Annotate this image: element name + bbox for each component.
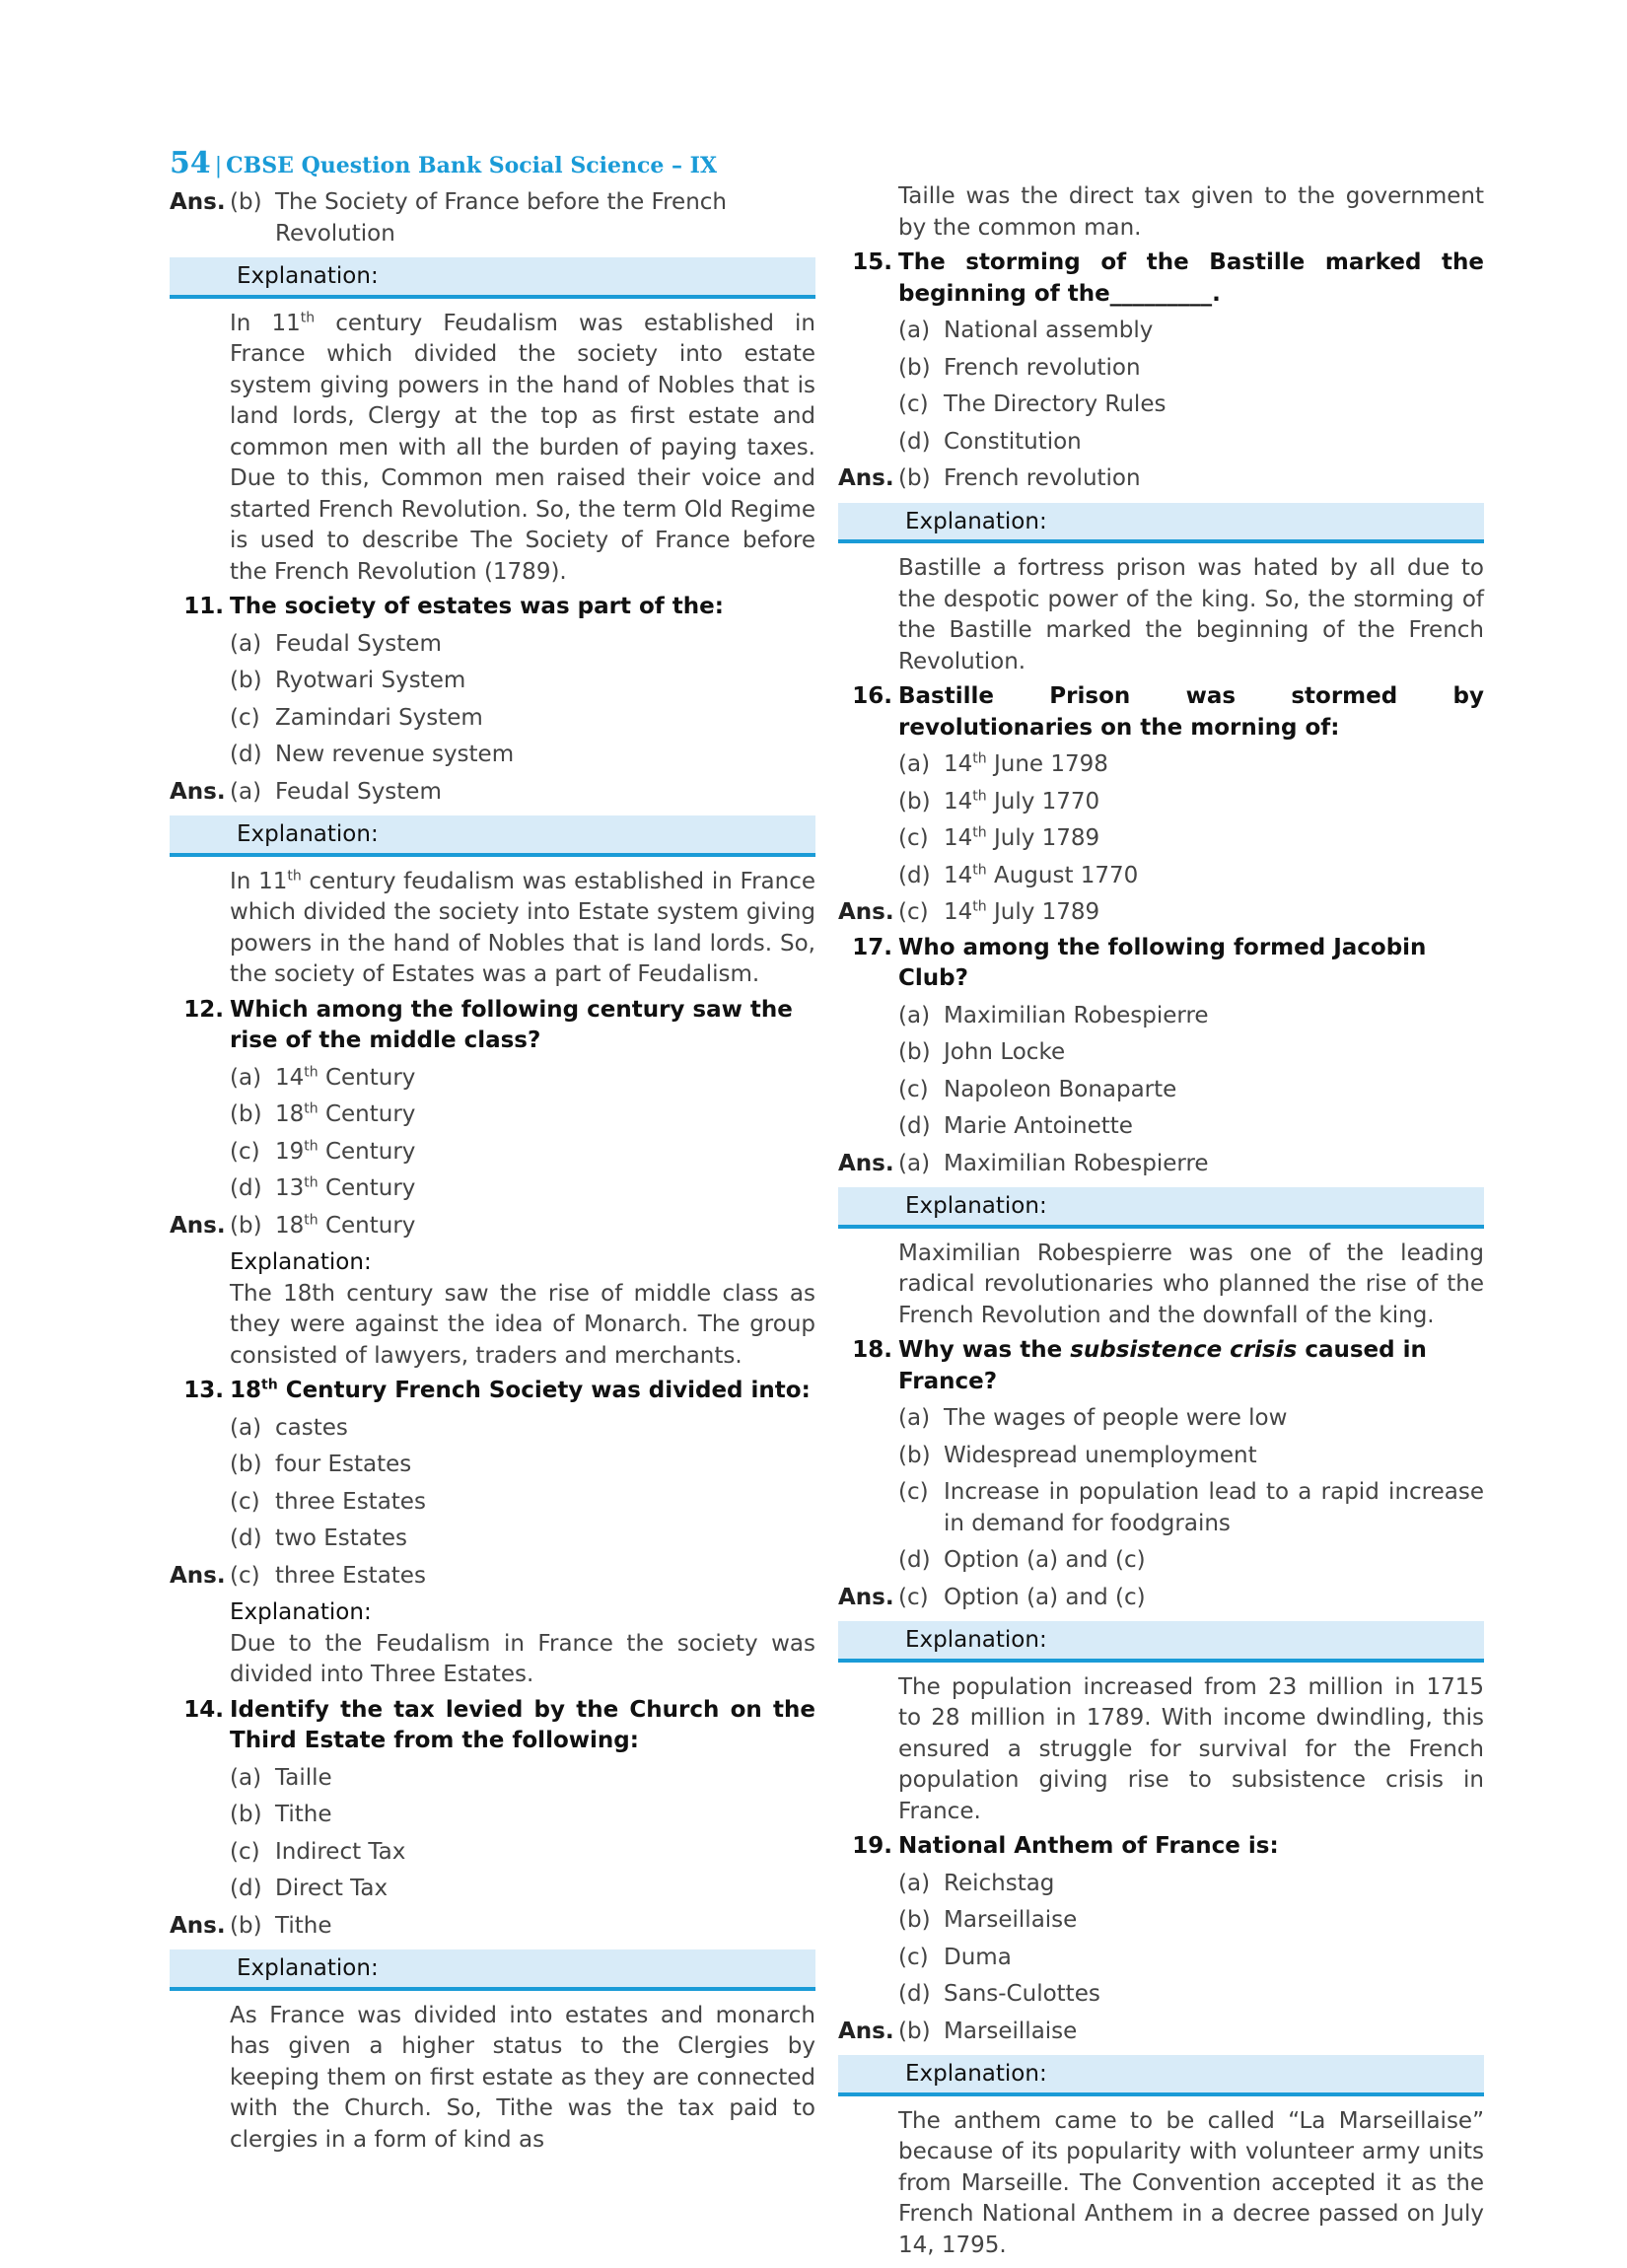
option-text: The Directory Rules <box>944 391 1167 417</box>
option-label: (b) <box>230 668 262 693</box>
option-text: Increase in population lead to a rapid increase in demand for foodgrains <box>944 1479 1484 1536</box>
option-text <box>275 1063 815 1095</box>
answer-12 <box>170 1211 815 1242</box>
option <box>838 1905 1484 1937</box>
answer-option: (c) <box>898 899 929 925</box>
answer-14 <box>170 1911 815 1943</box>
option-text-part: 13 <box>275 1175 305 1201</box>
question-text: Which among the following century saw the rise of the middle class? <box>230 996 793 1053</box>
explanation-text-part: In 11 <box>230 310 301 336</box>
superscript: th <box>304 1211 318 1228</box>
option-label: (c) <box>898 1076 929 1102</box>
option <box>170 1763 815 1795</box>
option-label: (a) <box>898 318 931 343</box>
answer-text: Maximilian Robespierre <box>944 1150 1209 1176</box>
answer-13 <box>170 1561 815 1593</box>
superscript: th <box>304 1100 318 1117</box>
superscript: th <box>304 1174 318 1191</box>
answer-18 <box>838 1583 1484 1614</box>
option <box>170 666 815 697</box>
explanation-text <box>170 309 815 589</box>
answer-text: Marseillaise <box>944 2018 1078 2044</box>
answer-label: Ans. <box>838 1584 894 1610</box>
explanation-text: Due to the Feudalism in France the society was divided into Three Estates. <box>230 1630 815 1687</box>
explanation-text <box>170 867 815 991</box>
option <box>838 1545 1484 1577</box>
option-text-part: Century <box>318 1138 416 1165</box>
option-text: Marseillaise <box>944 1907 1078 1933</box>
question-18 <box>838 1335 1484 1397</box>
option-text: Marie Antoinette <box>944 1113 1133 1139</box>
option-label: (c) <box>230 1838 260 1865</box>
book-title: CBSE Question Bank Social Science – IX <box>226 153 718 178</box>
superscript: th <box>304 1137 318 1154</box>
answer-text-part: Century <box>318 1212 416 1239</box>
option-text-part: 14 <box>944 751 973 777</box>
question-13 <box>170 1376 815 1407</box>
option-text: castes <box>275 1414 348 1441</box>
question-text <box>898 1335 1484 1397</box>
explanation-text: Maximilian Robespierre was one of the leading radical revolutionaries who planned the rise of the French Revolution and the downfall of the king. <box>898 1240 1484 1328</box>
answer-option: (b) <box>898 2018 931 2044</box>
answer-text <box>275 1211 415 1242</box>
option-text: French revolution <box>944 354 1141 381</box>
option-text: Sans-Culottes <box>944 1981 1100 2007</box>
option-label: (d) <box>230 1175 262 1201</box>
option-text-part: August 1770 <box>986 862 1139 888</box>
option <box>170 1524 815 1555</box>
question-number: 15. <box>852 249 892 275</box>
option-label: (c) <box>898 825 929 851</box>
superscript: th <box>972 898 987 915</box>
question-number: 13. <box>183 1378 224 1403</box>
answer-option: (b) <box>230 1212 262 1239</box>
option-label: (b) <box>898 1442 931 1468</box>
right-column <box>838 181 1484 2261</box>
option-text: Napoleon Bonaparte <box>944 1076 1177 1102</box>
option-text-part: 14 <box>944 788 973 815</box>
option-label: (c) <box>898 1479 929 1505</box>
option-text: four Estates <box>275 1452 412 1477</box>
explanation-heading: Explanation: <box>838 1621 1484 1663</box>
option <box>170 1487 815 1519</box>
option-label: (a) <box>898 1870 931 1896</box>
option-text: Taille <box>275 1764 332 1791</box>
question-number: 11. <box>183 594 224 619</box>
option-label: (d) <box>898 1113 931 1139</box>
superscript: th <box>972 824 987 841</box>
option <box>838 353 1484 385</box>
explanation-heading: Explanation: <box>170 815 815 857</box>
option <box>838 390 1484 421</box>
option-label: (c) <box>230 1488 260 1515</box>
question-16 <box>838 681 1484 744</box>
question-text: The society of estates was part of the: <box>230 594 724 619</box>
answer-label: Ans. <box>170 1912 226 1939</box>
option-label: (a) <box>230 630 262 657</box>
answer-text <box>944 897 1099 929</box>
explanation-heading: Explanation: <box>838 1187 1484 1229</box>
answer-option: (a) <box>230 778 262 805</box>
explanation-text-part: century Feudalism was established in France which divided the society into estate system giving powers in the hand of Nobles that is land lords, Clergy at the top as first estate and common men with all the burden of paying taxes. Due to this, Common men raised their voice and started French Revolution. So, the term Old Regime is used to describe The Society of France before the French Revolution (1789). <box>230 310 815 585</box>
option-text: Tithe <box>275 1802 332 1827</box>
explanation-heading: Explanation: <box>230 1599 372 1625</box>
option <box>838 316 1484 347</box>
question-text: The storming of the Bastille marked the beginning of the_________. <box>898 249 1484 307</box>
option <box>170 1063 815 1095</box>
question-12 <box>170 995 815 1057</box>
option <box>838 1943 1484 1974</box>
answer-text-part: 18 <box>275 1212 305 1239</box>
question-text-part: caused in France? <box>898 1337 1427 1394</box>
option-text: Zamindari System <box>275 704 483 731</box>
explanation-heading: Explanation: <box>230 1249 372 1275</box>
option <box>170 1874 815 1905</box>
question-number: 14. <box>183 1696 224 1723</box>
option-label: (d) <box>898 862 931 888</box>
question-text-part: Why was the <box>898 1337 1071 1363</box>
superscript: th <box>972 750 987 767</box>
answer-label: Ans. <box>838 1150 894 1176</box>
option-label: (d) <box>230 1525 262 1551</box>
option-label: (a) <box>898 1405 931 1431</box>
answer-label: Ans. <box>838 465 894 491</box>
explanation-text: The population increased from 23 million in 1715 to 28 million in 1789. With income dwindling, this ensured a struggle for survival for the French population giving rise to subsistence crisis in France. <box>898 1673 1484 1824</box>
question-text: Identify the tax levied by the Church on the Third Estate from the following: <box>230 1696 815 1753</box>
answer-text-part: July 1789 <box>986 899 1100 925</box>
answer-15 <box>838 463 1484 495</box>
option-text-part: July 1770 <box>986 788 1100 815</box>
option-text: Maximilian Robespierre <box>944 1002 1209 1028</box>
option-text: Direct Tax <box>275 1876 389 1901</box>
option <box>838 861 1484 892</box>
answer-option: (c) <box>898 1584 929 1610</box>
answer-option: (b) <box>230 189 262 215</box>
option-text-part: Century <box>318 1175 416 1201</box>
question-text <box>230 1376 815 1407</box>
answer-label: Ans. <box>170 189 226 215</box>
option-text: New revenue system <box>275 742 515 767</box>
explanation-continued: Taille was the direct tax given to the government by the common man. <box>898 183 1484 241</box>
superscript: th <box>261 1377 278 1393</box>
option-text: two Estates <box>275 1525 407 1551</box>
option-label: (d) <box>898 1981 931 2007</box>
answer-label: Ans. <box>170 1212 226 1239</box>
option-label: (a) <box>230 1064 262 1091</box>
option-text <box>275 1137 815 1169</box>
explanation-heading: Explanation: <box>838 503 1484 544</box>
option-label: (b) <box>230 1452 262 1477</box>
option-label: (a) <box>230 1764 262 1791</box>
option <box>838 1111 1484 1143</box>
option-label: (d) <box>898 428 931 455</box>
option-text <box>944 861 1484 892</box>
option-text: Ryotwari System <box>275 668 466 693</box>
option-text <box>944 749 1484 781</box>
answer-text-part: 14 <box>944 899 973 925</box>
answer-option: (a) <box>898 1150 931 1176</box>
answer-text: Feudal System <box>275 778 442 805</box>
option-text-part: Century <box>318 1064 416 1091</box>
option-text <box>275 1099 815 1131</box>
option-text: Feudal System <box>275 630 442 657</box>
answer-label: Ans. <box>838 2018 894 2044</box>
question-text: Bastille Prison was stormed by revolutionaries on the morning of: <box>898 683 1484 741</box>
explanation-text: Bastille a fortress prison was hated by all due to the despotic power of the king. So, the storming of the Bastille marked the beginning of the French Revolution. <box>898 555 1484 674</box>
option <box>838 427 1484 459</box>
page-number: 54 <box>170 146 211 180</box>
explanation-text: The 18th century saw the rise of middle class as they were against the idea of Monarch. The group consisted of lawyers, traders and merchants. <box>230 1280 815 1369</box>
option <box>170 1099 815 1131</box>
option-text-part: July 1789 <box>986 825 1100 851</box>
option-label: (d) <box>230 742 262 767</box>
question-number: 18. <box>852 1337 892 1363</box>
option <box>170 1413 815 1445</box>
question-11 <box>170 592 815 623</box>
explanation-text-part: century feudalism was established in France which divided the society into Estate system giving powers in the hand of Nobles that is land lords. So, the society of Estates was a part of Feudalism. <box>230 868 815 987</box>
explanation-text: The anthem came to be called “La Marseillaise” because of its popularity with volunteer army units from Marseille. The Convention accepted it as the French National Anthem in a decree passed on July 14, 1795. <box>898 2107 1484 2258</box>
option-text: Reichstag <box>944 1870 1055 1896</box>
answer-text: Option (a) and (c) <box>944 1584 1146 1610</box>
option-text <box>275 1173 815 1205</box>
option-label: (c) <box>230 1138 260 1165</box>
option-label: (b) <box>898 354 931 381</box>
option-label: (a) <box>898 751 931 777</box>
question-text-part: 18 <box>230 1378 262 1403</box>
option-label: (a) <box>898 1002 931 1028</box>
question-text-part: Century French Society was divided into: <box>277 1378 811 1403</box>
option <box>838 1441 1484 1472</box>
option <box>170 1450 815 1481</box>
answer-text: French revolution <box>944 465 1141 491</box>
option-text-part: Century <box>318 1101 416 1127</box>
option-text-part: June 1798 <box>986 751 1108 777</box>
question-17 <box>838 933 1484 995</box>
explanation-text: As France was divided into estates and monarch has given a higher status to the Clergies by keeping them on first estate as they are connected with the Church. So, Tithe was the tax paid to clergies in a form of kind as <box>230 2002 815 2153</box>
option-text: three Estates <box>275 1488 426 1515</box>
answer-label: Ans. <box>170 778 226 805</box>
question-19 <box>838 1831 1484 1863</box>
answer-text: Tithe <box>275 1912 332 1939</box>
answer-19 <box>838 2017 1484 2048</box>
answer-16 <box>838 897 1484 929</box>
option-text-part: 18 <box>275 1101 305 1127</box>
option-text: The wages of people were low <box>944 1405 1288 1431</box>
option-label: (c) <box>898 1944 929 1970</box>
running-header <box>170 146 717 180</box>
option <box>170 703 815 735</box>
option <box>838 1403 1484 1435</box>
option-text-part: 19 <box>275 1138 305 1165</box>
option-text: National assembly <box>944 318 1154 343</box>
explanation-heading: Explanation: <box>170 257 815 299</box>
answer-11 <box>170 777 815 809</box>
option-label: (c) <box>230 704 260 731</box>
superscript: th <box>972 861 987 878</box>
option-text-part: 14 <box>275 1064 305 1091</box>
explanation-text-part: In 11 <box>230 868 288 894</box>
option-label: (b) <box>898 788 931 815</box>
option-text <box>944 787 1484 818</box>
option <box>838 1037 1484 1069</box>
option <box>838 1979 1484 2011</box>
option-label: (c) <box>898 391 929 417</box>
question-text: National Anthem of France is: <box>898 1833 1279 1859</box>
answer-label: Ans. <box>838 899 894 925</box>
superscript: th <box>300 309 316 325</box>
superscript: th <box>972 787 987 804</box>
option <box>838 1477 1484 1539</box>
option-text-part: 14 <box>944 825 973 851</box>
question-number: 19. <box>852 1833 892 1859</box>
question-text: Who among the following formed Jacobin Club? <box>898 934 1427 991</box>
option-label: (b) <box>230 1802 262 1827</box>
question-15 <box>838 248 1484 310</box>
question-number: 16. <box>852 683 892 709</box>
option <box>170 1137 815 1169</box>
superscript: th <box>304 1063 318 1080</box>
option-label: (a) <box>230 1414 262 1441</box>
superscript: th <box>287 867 302 884</box>
option-text: Constitution <box>944 428 1082 455</box>
option <box>838 1869 1484 1900</box>
option <box>170 1173 815 1205</box>
option-label: (d) <box>898 1547 931 1573</box>
option-text <box>944 823 1484 855</box>
answer-text: three Estates <box>275 1562 426 1589</box>
option-text: Indirect Tax <box>275 1838 406 1865</box>
option <box>170 1800 815 1831</box>
option-text: Duma <box>944 1944 1012 1970</box>
answer-17 <box>838 1149 1484 1180</box>
option-label: (d) <box>230 1876 262 1901</box>
option-label: (b) <box>230 1101 262 1127</box>
answer-option: (c) <box>230 1562 260 1589</box>
answer-label: Ans. <box>170 1562 226 1589</box>
header-divider: | <box>214 154 223 178</box>
option <box>838 787 1484 818</box>
explanation-heading: Explanation: <box>838 2055 1484 2096</box>
option-text: Option (a) and (c) <box>944 1547 1146 1573</box>
answer-10 <box>170 187 815 249</box>
option-text-part: 14 <box>944 862 973 888</box>
answer-option: (b) <box>898 465 931 491</box>
option <box>170 740 815 771</box>
question-number: 12. <box>183 996 224 1023</box>
option <box>838 1001 1484 1032</box>
option <box>170 629 815 661</box>
question-14 <box>170 1695 815 1757</box>
option <box>838 823 1484 855</box>
option <box>838 1075 1484 1106</box>
option-text: Widespread unemployment <box>944 1442 1257 1468</box>
left-column <box>170 181 815 2156</box>
question-emphasis: subsistence crisis <box>1070 1337 1298 1363</box>
option <box>170 1837 815 1869</box>
option <box>838 749 1484 781</box>
answer-option: (b) <box>230 1912 262 1939</box>
explanation-heading: Explanation: <box>170 1949 815 1991</box>
option-label: (b) <box>898 1039 931 1065</box>
option-text: John Locke <box>944 1039 1066 1065</box>
question-number: 17. <box>852 934 892 960</box>
option-label: (b) <box>898 1907 931 1933</box>
answer-text: The Society of France before the French Revolution <box>275 189 728 247</box>
